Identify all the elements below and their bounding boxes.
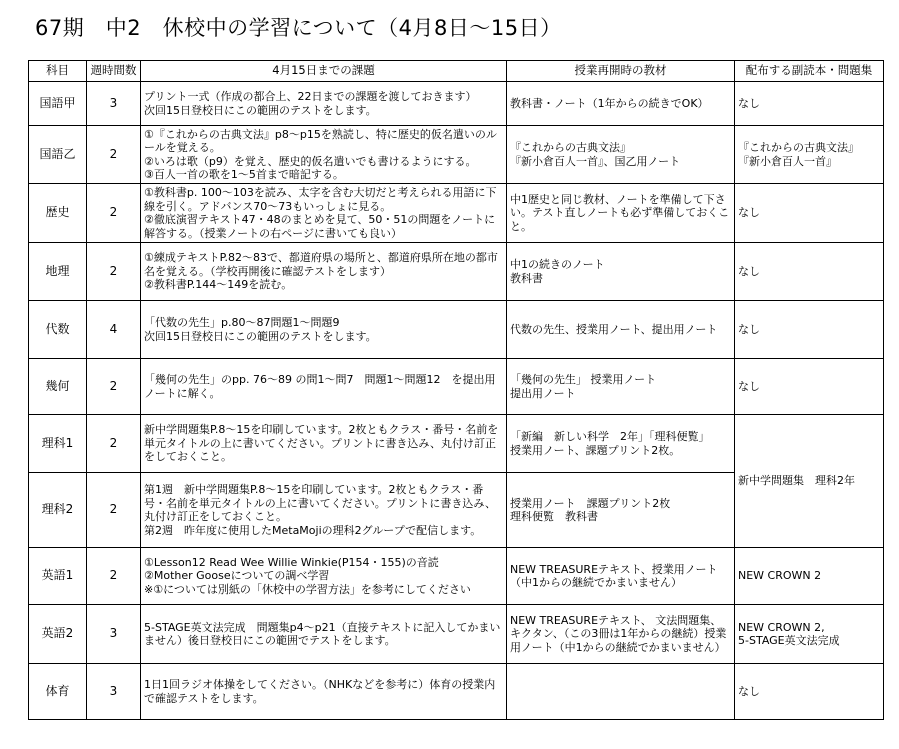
table-row	[29, 82, 884, 126]
assignment-cell-line: ②徹底演習テキスト47・48のまとめを見て、50・51の問題をノートに解答する。（授業ノートの右ページに書いても良い）	[144, 213, 496, 240]
material-cell-line: 提出用ノート	[510, 386, 576, 400]
material-cell-line: 「幾何の先生」 授業用ノート	[510, 373, 657, 386]
weekly-hours-cell: 2	[87, 184, 141, 243]
assignment-cell-line: ①Lesson12 Read Wee Willie Winkie(P154・155)の音読	[144, 555, 439, 569]
book-cell-line: 新中学問題集 理科2年	[738, 474, 855, 488]
assignment-cell-line: ①『これからの古典文法』p8～p15を熟読し、特に歴史的仮名遣いのルールを覚える。	[144, 127, 497, 154]
material-cell	[507, 359, 735, 415]
assignment-cell-line: ②いろは歌（p9）を覚え、歴史的仮名遣いでも書けるようにする。	[144, 154, 477, 168]
table-row	[29, 243, 884, 301]
assignment-cell-line: 新中学問題集P.8～15を印刷しています。2枚ともクラス・番号・名前を単元タイトルの上に書いてください。プリントに書き込み、丸付け訂正をしておくこと。	[144, 423, 499, 464]
header-assignments: 4月15日までの課題	[141, 61, 507, 82]
book-cell-line: なし	[738, 206, 760, 220]
material-cell	[507, 82, 735, 126]
book-cell-line: 『新小倉百人一首』	[738, 154, 837, 168]
material-cell	[507, 415, 735, 473]
table-row	[29, 301, 884, 359]
book-cell	[735, 126, 884, 184]
weekly-hours-cell: 4	[87, 301, 141, 359]
material-cell-line: 理科便覧 教科書	[510, 510, 598, 523]
subject-cell: 国語甲	[29, 82, 87, 126]
assignment-cell-line: ②Mother Gooseについての調べ学習	[144, 569, 330, 583]
assignment-cell-line: 5-STAGE英文法完成 問題集p4～p21（直接テキストに記入してかまいません）後日登校日にこの範囲でテストをします。	[144, 620, 501, 647]
table-row	[29, 664, 884, 720]
material-cell-line: NEW TREASUREテキスト、授業用ノート	[510, 562, 718, 576]
assignment-cell	[141, 301, 507, 359]
material-cell	[507, 126, 735, 184]
assignment-cell-line: ①教科書p. 100～103を読み、太字を含む大切だと考えられる用語に下線を引く。アドバンス70～73もいっしょに見る。	[144, 186, 497, 213]
weekly-hours-cell: 3	[87, 605, 141, 664]
weekly-hours-cell: 2	[87, 473, 141, 548]
table-header	[29, 61, 884, 82]
table-row	[29, 184, 884, 243]
book-cell	[735, 184, 884, 243]
page-title: 67期 中2 休校中の学習について（4月8日～15日）	[35, 16, 562, 40]
assignment-cell-line: 第1週 新中学問題集P.8～15を印刷しています。2枚ともクラス・番号・名前を単元タイトルの上に書いてください。プリントに書き込み、丸付け訂正をしておくこと。	[144, 483, 496, 523]
material-cell-line: 授業用ノート、課題プリント2枚。	[510, 443, 681, 457]
book-cell-line: NEW CROWN 2	[738, 569, 822, 583]
book-cell-line: なし	[738, 379, 760, 393]
material-cell-line: 中1歴史と同じ教材、ノートを準備して下さい。テスト直しノートも必ず準備しておくこと。	[510, 192, 730, 233]
table-body	[29, 82, 884, 720]
header-weekly-hours: 週時間数	[87, 61, 141, 82]
weekly-hours-cell: 3	[87, 82, 141, 126]
header-row	[29, 61, 884, 82]
assignment-cell-line: 1日1回ラジオ体操をしてください。（NHKなどを参考に）体育の授業内で確認テストをします。	[144, 678, 496, 705]
book-cell	[735, 664, 884, 720]
material-cell-line: 教科書	[510, 271, 543, 285]
assignment-cell	[141, 359, 507, 415]
book-cell	[735, 301, 884, 359]
book-cell	[735, 415, 884, 548]
material-cell	[507, 243, 735, 301]
book-cell-line: 『これからの古典文法』	[738, 141, 859, 154]
weekly-hours-cell: 2	[87, 415, 141, 473]
assignment-cell	[141, 243, 507, 301]
weekly-hours-cell: 3	[87, 664, 141, 720]
material-cell-line: 代数の先生、授業用ノート、提出用ノート	[510, 322, 718, 336]
assignment-cell-line: プリント一式（作成の都合上、22日までの課題を渡しておきます）	[144, 90, 477, 103]
assignment-cell-line: ①練成テキストP.82～83で、都道府県の場所と、都道府県所在地の都市名を覚える。（学校再開後に確認テストをします）	[144, 251, 498, 278]
subject-cell: 幾何	[29, 359, 87, 415]
book-cell-line: NEW CROWN 2,	[738, 620, 825, 634]
material-cell-line: 教科書・ノート（1年からの続きでOK）	[510, 96, 709, 110]
header-materials: 授業再開時の教材	[507, 61, 735, 82]
assignment-cell	[141, 473, 507, 548]
weekly-hours-cell: 2	[87, 359, 141, 415]
assignment-cell-line: 第2週 昨年度に使用したMetaMojiの理科2グループで配信します。	[144, 523, 482, 537]
assignment-cell	[141, 605, 507, 664]
assignment-cell-line: 次回15日登校日にこの範囲のテストをします。	[144, 103, 377, 117]
table-row	[29, 126, 884, 184]
material-cell-line: 授業用ノート 課題プリント2枚	[510, 496, 671, 510]
subject-cell: 英語2	[29, 605, 87, 664]
subject-cell: 理科1	[29, 415, 87, 473]
material-cell-line: NEW TREASUREテキスト、 文法問題集、キクタン、（この3冊は1年からの継続）授業用ノート（中1からの継続でかまいません）	[510, 613, 727, 654]
schedule-table	[28, 60, 884, 720]
assignment-cell-line: ③百人一首の歌を1～5首まで暗記する。	[144, 168, 344, 181]
assignment-cell	[141, 415, 507, 473]
material-cell	[507, 605, 735, 664]
book-cell	[735, 605, 884, 664]
assignment-cell-line: 「幾何の先生」のpp. 76～89 の問1～問7 問題1～問題12 を提出用ノートに解く。	[144, 373, 496, 400]
book-cell-line: なし	[738, 322, 760, 336]
subject-cell: 英語1	[29, 548, 87, 605]
table-row	[29, 415, 884, 473]
assignment-cell	[141, 126, 507, 184]
assignment-cell	[141, 548, 507, 605]
header-subject: 科目	[29, 61, 87, 82]
book-cell	[735, 359, 884, 415]
material-cell-line: 『新小倉百人一首』、国乙用ノート	[510, 154, 681, 168]
material-cell-line: （中1からの継続でかまいません）	[510, 576, 682, 589]
book-cell	[735, 82, 884, 126]
material-cell	[507, 184, 735, 243]
assignment-cell	[141, 664, 507, 720]
subject-cell: 理科2	[29, 473, 87, 548]
subject-cell: 国語乙	[29, 126, 87, 184]
material-cell-line: 「新編 新しい科学 2年」「理科便覧」	[510, 430, 710, 443]
book-cell-line: なし	[738, 96, 760, 110]
subject-cell: 地理	[29, 243, 87, 301]
book-cell-line: なし	[738, 684, 760, 698]
header-distributed-books: 配布する副読本・問題集	[735, 61, 884, 82]
assignment-cell	[141, 82, 507, 126]
subject-cell: 歴史	[29, 184, 87, 243]
table-row	[29, 359, 884, 415]
assignment-cell	[141, 184, 507, 243]
material-cell	[507, 664, 735, 720]
subject-cell: 体育	[29, 664, 87, 720]
book-cell-line: なし	[738, 264, 760, 278]
material-cell	[507, 548, 735, 605]
material-cell	[507, 301, 735, 359]
assignment-cell-line: 「代数の先生」p.80～87問題1～問題9	[144, 316, 340, 329]
book-cell-line: 5-STAGE英文法完成	[738, 634, 840, 647]
assignment-cell-line: ※①については別紙の「休校中の学習方法」を参考にしてください	[144, 582, 471, 596]
weekly-hours-cell: 2	[87, 126, 141, 184]
material-cell-line: 中1の続きのノート	[510, 258, 605, 271]
material-cell-line: 『これからの古典文法』	[510, 141, 631, 154]
subject-cell: 代数	[29, 301, 87, 359]
book-cell	[735, 548, 884, 605]
book-cell	[735, 243, 884, 301]
material-cell	[507, 473, 735, 548]
assignment-cell-line: ②教科書P.144～149を読む。	[144, 278, 293, 292]
weekly-hours-cell: 2	[87, 548, 141, 605]
assignment-cell-line: 次回15日登校日にこの範囲のテストをします。	[144, 329, 377, 343]
table-row	[29, 548, 884, 605]
weekly-hours-cell: 2	[87, 243, 141, 301]
table-row	[29, 605, 884, 664]
